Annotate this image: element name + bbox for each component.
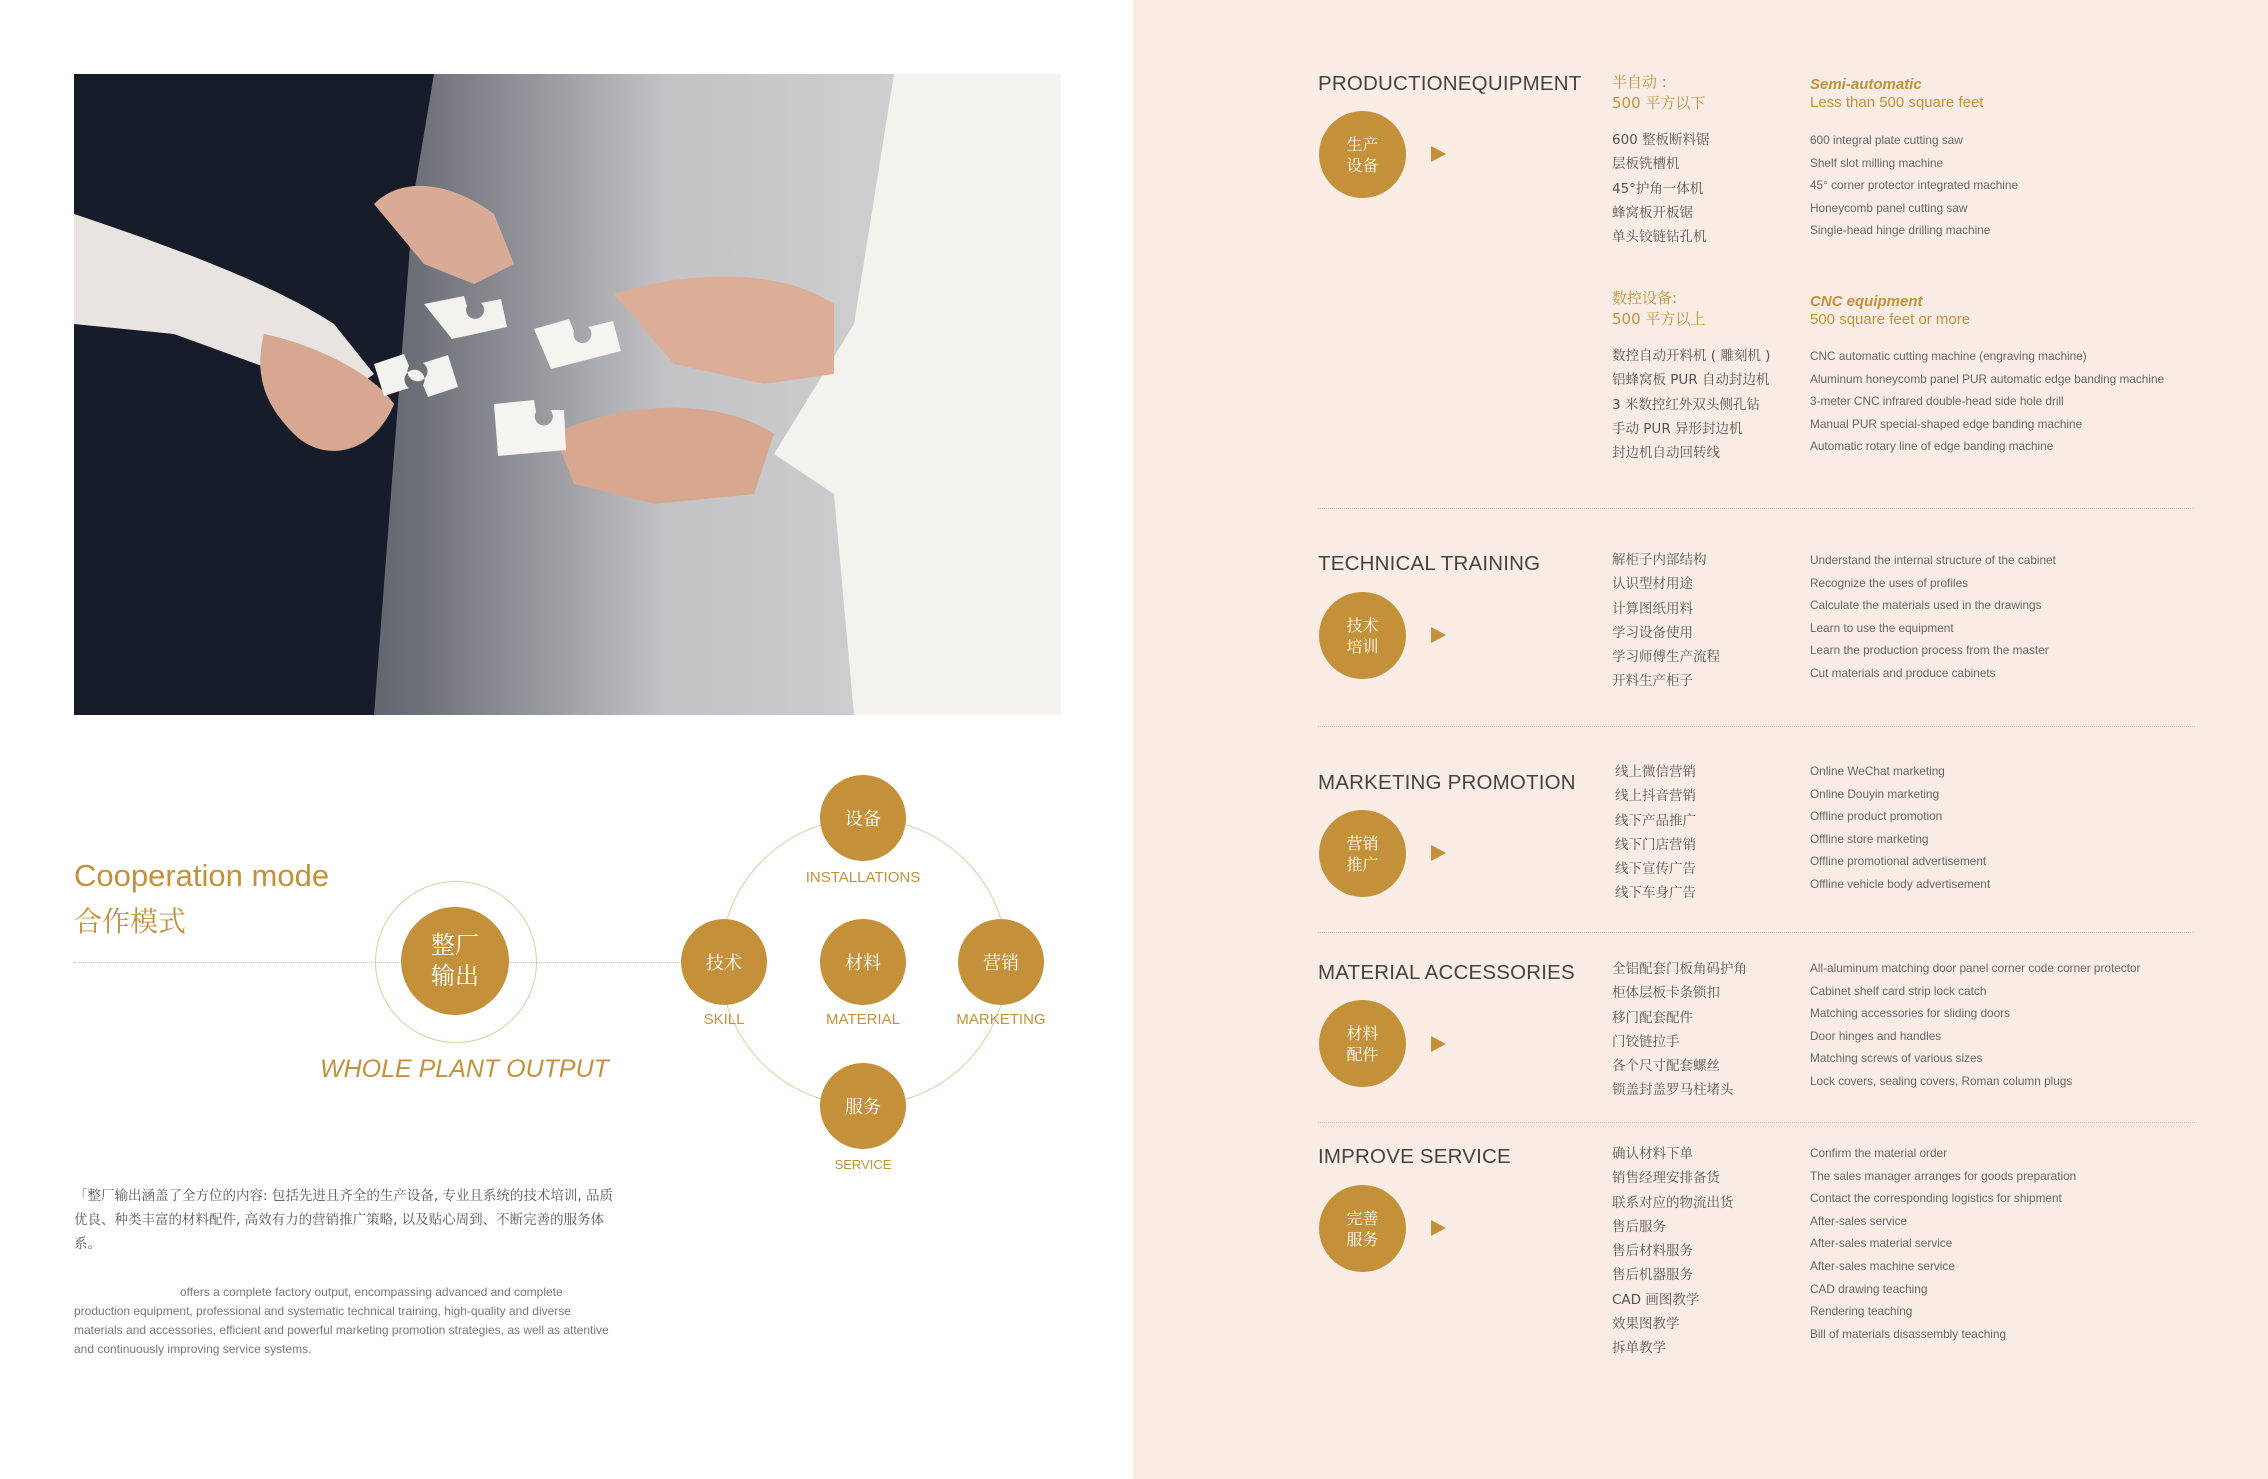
list-item: Honeycomb panel cutting saw (1810, 200, 1968, 215)
training-list-zh (1612, 548, 1720, 694)
list-item: All-aluminum matching door panel corner code corner protector (1810, 961, 2141, 975)
whole-plant-output-label: WHOLE PLANT OUTPUT (320, 1055, 609, 1083)
section-divider (1318, 508, 2195, 509)
section-circle-label: 技术培训 (1346, 615, 1379, 656)
section-circle-label: 材料配件 (1346, 1023, 1379, 1064)
list-item: 线上抖音营销 (1615, 788, 1696, 805)
list-item: 拆单教学 (1612, 1340, 1666, 1357)
list-item: 蜂窝板开板锯 (1612, 204, 1693, 221)
list-item: 门铰链拉手 (1612, 1033, 1680, 1050)
list-item: Matching screws of various sizes (1810, 1051, 1983, 1066)
left-page (0, 0, 1133, 1479)
list-item: Online Douyin marketing (1810, 786, 1940, 801)
subheading-line: 500 square feet or more (1810, 311, 1971, 328)
service-list-zh (1612, 1142, 1734, 1361)
section-divider (1318, 932, 2195, 933)
list-item: 全铝配套门板角码护角 (1612, 961, 1747, 977)
list-item: Learn the production process from the master (1810, 643, 2049, 658)
list-item: 学习师傅生产流程 (1612, 649, 1720, 666)
node-service-label: 服务 (845, 1097, 881, 1118)
list-item: Automatic rotary line of edge banding machine (1810, 439, 2054, 454)
subheading-line: CNC equipment (1810, 293, 1923, 310)
node-service (820, 1063, 906, 1149)
list-item: 数控自动开料机 ( 雕刻机 ) (1612, 348, 1771, 364)
list-item: 600 integral plate cutting saw (1810, 133, 1963, 147)
list-item: 45° corner protector integrated machine (1810, 178, 2019, 193)
marketing-list-en (1810, 760, 1990, 896)
cnc-list-zh (1612, 344, 1770, 465)
section-title-production: PRODUCTIONEQUIPMENT (1318, 72, 1582, 95)
subheading-semiauto-zh (1612, 72, 1705, 114)
semiauto-list-en (1810, 129, 2018, 242)
accessories-list-zh (1612, 957, 1747, 1103)
list-item: Calculate the materials used in the drawings (1810, 598, 2042, 613)
node-installations-caption: INSTALLATIONS (805, 869, 921, 886)
list-item: Door hinges and handles (1810, 1028, 1942, 1043)
subheading-line: Less than 500 square feet (1810, 94, 1984, 111)
section-circle-label: 营销推广 (1346, 833, 1379, 874)
list-item: Offline vehicle body advertisement (1810, 876, 1991, 891)
list-item: 解柜子内部结构 (1612, 552, 1707, 568)
section-circle-label: 生产设备 (1346, 134, 1379, 175)
node-marketing-caption: MARKETING (956, 1011, 1046, 1028)
section-circle-training (1319, 592, 1406, 679)
node-material (820, 919, 906, 1005)
subheading-cnc-zh (1612, 288, 1705, 330)
node-skill (681, 919, 767, 1005)
subheading-line: 500 平方以上 (1612, 310, 1706, 328)
list-item: 45°护角一体机 (1612, 180, 1704, 197)
list-item: 线上微信营销 (1615, 764, 1696, 780)
list-item: Shelf slot milling machine (1810, 155, 1944, 170)
list-item: Cabinet shelf card strip lock catch (1810, 983, 1987, 998)
play-arrow-icon (1431, 146, 1446, 162)
list-item: The sales manager arranges for goods preparation (1810, 1168, 2077, 1183)
semiauto-list-zh (1612, 128, 1710, 249)
list-item: 600 整板断料锯 (1612, 132, 1710, 148)
section-circle-production (1319, 111, 1406, 198)
section-title-accessories: MATERIAL ACCESSORIES (1318, 961, 1575, 984)
section-title-service: IMPROVE SERVICE (1318, 1145, 1511, 1168)
section-circle-accessories (1319, 1000, 1406, 1087)
list-item: 各个尺寸配套螺丝 (1612, 1058, 1720, 1075)
play-arrow-icon (1431, 1220, 1446, 1236)
puzzle-hands-illustration (74, 74, 1061, 715)
list-item: Online WeChat marketing (1810, 764, 1945, 778)
list-item: 线下车身广告 (1615, 885, 1696, 902)
list-item: Recognize the uses of profiles (1810, 575, 1969, 590)
list-item: 认识型材用途 (1612, 576, 1693, 593)
list-item: Bill of materials disassembly teaching (1810, 1326, 2007, 1341)
list-item: Rendering teaching (1810, 1304, 1913, 1319)
section-circle-marketing (1319, 810, 1406, 897)
list-item: Confirm the material order (1810, 1146, 1948, 1160)
core-label: 整厂输出 (431, 931, 479, 990)
accessories-list-en (1810, 957, 2140, 1093)
list-item: After-sales machine service (1810, 1258, 1955, 1273)
list-item: After-sales service (1810, 1213, 1908, 1228)
list-item: After-sales material service (1810, 1236, 1953, 1251)
section-title-training: TECHNICAL TRAINING (1318, 552, 1541, 575)
section-title-marketing: MARKETING PROMOTION (1318, 771, 1576, 794)
subheading-semiauto-en (1810, 76, 1983, 112)
section-circle-label: 完善服务 (1346, 1208, 1379, 1249)
list-item: Offline store marketing (1810, 831, 1929, 846)
list-item: 锁盖封盖罗马柱堵头 (1612, 1082, 1734, 1099)
list-item: CAD drawing teaching (1810, 1281, 1928, 1296)
subheading-cnc-en (1810, 293, 1970, 329)
list-item: 线下产品推广 (1615, 812, 1696, 829)
cooperation-title-zh: 合作模式 (74, 905, 187, 938)
list-item: 计算图纸用料 (1612, 600, 1693, 617)
list-item: 联系对应的物流出货 (1612, 1194, 1734, 1211)
list-item: 封边机自动回转线 (1612, 445, 1720, 462)
node-service-caption: SERVICE (834, 1157, 892, 1172)
node-installations (820, 775, 906, 861)
list-item: Contact the corresponding logistics for shipment (1810, 1191, 2062, 1206)
training-list-en (1810, 549, 2056, 685)
list-item: 效果图教学 (1612, 1316, 1680, 1333)
list-item: Matching accessories for sliding doors (1810, 1006, 2010, 1021)
list-item: Manual PUR special-shaped edge banding machine (1810, 416, 2083, 431)
service-list-en (1810, 1142, 2076, 1345)
list-item: CNC automatic cutting machine (engraving machine) (1810, 349, 2087, 363)
list-item: Learn to use the equipment (1810, 620, 1954, 635)
list-item: 学习设备使用 (1612, 624, 1693, 641)
list-item: 销售经理安排备货 (1612, 1170, 1720, 1187)
cooperation-title-en: Cooperation mode (74, 858, 330, 893)
list-item: 售后服务 (1612, 1218, 1666, 1235)
description-en-text: offers a complete factory output, encompassing advanced and complete production equipment, professional and systematic technical training, high-quality and diverse materials and accessories, efficient and powerful marketing promotion strategies, as well as attentive and continuously improving service systems. (74, 1285, 609, 1356)
list-item: 售后材料服务 (1612, 1243, 1693, 1260)
description-en (74, 1283, 614, 1359)
list-item: Offline promotional advertisement (1810, 854, 1987, 869)
list-item: 线下宣传广告 (1615, 861, 1696, 878)
node-material-caption: MATERIAL (826, 1011, 900, 1028)
description-zh: 「整厂输出涵盖了全方位的内容: 包括先进且齐全的生产设备, 专业且系统的技术培训, 品质优良、种类丰富的材料配件, 高效有力的营销推广策略, 以及贴心周到、不断完善的服务体系。 (74, 1188, 614, 1252)
subheading-line: 数控设备: (1612, 289, 1678, 307)
section-divider (1318, 726, 2195, 727)
subheading-line: 半自动 : (1612, 73, 1667, 91)
node-marketing (958, 919, 1044, 1005)
play-arrow-icon (1431, 627, 1446, 643)
subheading-line: Semi-automatic (1810, 76, 1922, 93)
cnc-list-en (1810, 345, 2164, 458)
list-item: CAD 画图教学 (1612, 1291, 1700, 1308)
subheading-line: 500 平方以下 (1612, 94, 1706, 112)
node-material-label: 材料 (845, 953, 881, 974)
list-item: 开料生产柜子 (1612, 673, 1693, 690)
list-item: 柜体层板卡条锁扣 (1612, 985, 1720, 1002)
list-item: Offline product promotion (1810, 809, 1943, 824)
list-item: 单头铰链钻孔机 (1612, 229, 1707, 246)
list-item: 确认材料下单 (1612, 1146, 1693, 1162)
core-circle (401, 907, 509, 1015)
list-item: Single-head hinge drilling machine (1810, 223, 1991, 238)
node-marketing-label: 营销 (983, 953, 1019, 974)
list-item: 层板铣槽机 (1612, 156, 1680, 173)
list-item: 3-meter CNC infrared double-head side hole drill (1810, 394, 2064, 409)
hero-photo-puzzle-hands (74, 74, 1061, 715)
marketing-list-zh (1615, 760, 1696, 906)
list-item: 手动 PUR 异形封边机 (1612, 420, 1743, 437)
section-circle-service (1319, 1185, 1406, 1272)
list-item: Understand the internal structure of the cabinet (1810, 553, 2056, 567)
list-item: 售后机器服务 (1612, 1267, 1693, 1284)
play-arrow-icon (1431, 845, 1446, 861)
section-divider (1318, 1122, 2195, 1123)
list-item: Aluminum honeycomb panel PUR automatic edge banding machine (1810, 371, 2165, 386)
play-arrow-icon (1431, 1036, 1446, 1052)
list-item: Cut materials and produce cabinets (1810, 665, 1996, 680)
node-installations-label: 设备 (845, 809, 881, 830)
list-item: 铝蜂窝板 PUR 自动封边机 (1612, 372, 1770, 389)
list-item: 3 米数控红外双头侧孔钻 (1612, 396, 1760, 413)
node-skill-caption: SKILL (703, 1011, 745, 1028)
list-item: Lock covers, sealing covers, Roman column plugs (1810, 1073, 2073, 1088)
node-skill-label: 技术 (706, 953, 742, 974)
list-item: 移门配套配件 (1612, 1009, 1693, 1026)
list-item: 线下门店营销 (1615, 836, 1696, 853)
